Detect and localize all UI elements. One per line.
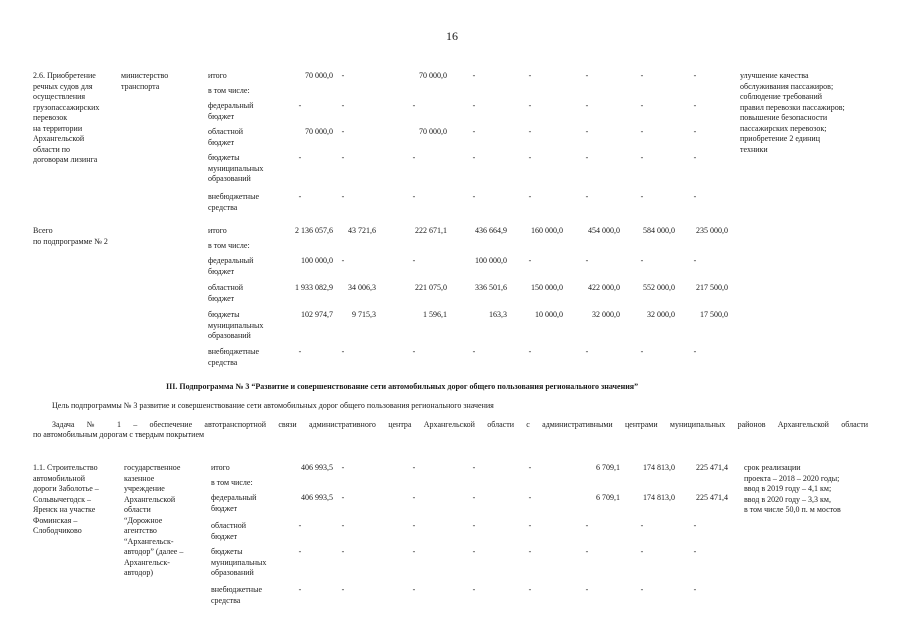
funding-value-cell: 100 000,0 bbox=[301, 256, 333, 265]
funding-value-cell: - bbox=[528, 153, 532, 162]
funding-value-cell: - bbox=[640, 521, 644, 530]
funding-value-cell: - bbox=[298, 153, 302, 162]
funding-source-label: федеральный бюджет bbox=[208, 256, 254, 276]
item-1-1-result: срок реализации проекта – 2018 – 2020 годы; ввод в 2019 году – 4,1 км; ввод в 2020 году – 3,3 км, в том числе 50,0 п. м мостов bbox=[744, 463, 841, 514]
funding-value-cell: - bbox=[693, 127, 697, 136]
item-2-6-executor: министерство транспорта bbox=[121, 71, 169, 91]
funding-value-cell: 552 000,0 bbox=[643, 283, 675, 292]
funding-value-cell: - bbox=[585, 101, 589, 110]
funding-value-cell: - bbox=[585, 547, 589, 556]
funding-value-cell: - bbox=[412, 101, 416, 110]
funding-value-cell: - bbox=[412, 256, 416, 265]
funding-value-cell: - bbox=[341, 71, 345, 80]
funding-value-cell: - bbox=[412, 347, 416, 356]
funding-value-cell: 225 471,4 bbox=[696, 493, 728, 502]
funding-value-cell: - bbox=[640, 347, 644, 356]
subprogram-3-heading: III. Подпрограмма № 3 “Развитие и совершенствование сети автомобильных дорог общего пользования регионального значения” bbox=[166, 382, 639, 391]
funding-value-cell: 174 813,0 bbox=[643, 463, 675, 472]
funding-value-cell: 160 000,0 bbox=[531, 226, 563, 235]
funding-value-cell: 6 709,1 bbox=[596, 463, 620, 472]
funding-value-cell: 2 136 057,6 bbox=[295, 226, 333, 235]
funding-source-label: областной бюджет bbox=[208, 283, 244, 303]
funding-value-cell: 225 471,4 bbox=[696, 463, 728, 472]
funding-value-cell: - bbox=[528, 256, 532, 265]
funding-value-cell: - bbox=[298, 347, 302, 356]
funding-value-cell: - bbox=[585, 256, 589, 265]
funding-value-cell: 43 721,6 bbox=[348, 226, 376, 235]
funding-value-cell: - bbox=[585, 71, 589, 80]
funding-value-cell: - bbox=[528, 493, 532, 502]
funding-value-cell: - bbox=[472, 153, 476, 162]
funding-value-cell: 336 501,6 bbox=[475, 283, 507, 292]
funding-value-cell: - bbox=[528, 101, 532, 110]
funding-value-cell: - bbox=[298, 101, 302, 110]
funding-value-cell: - bbox=[640, 585, 644, 594]
funding-value-cell: - bbox=[693, 585, 697, 594]
funding-source-label: федеральный бюджет bbox=[211, 493, 257, 513]
funding-source-label: областной бюджет bbox=[211, 521, 247, 541]
funding-value-cell: - bbox=[412, 153, 416, 162]
funding-value-cell: - bbox=[341, 192, 345, 201]
funding-source-label: итого bbox=[211, 463, 230, 472]
funding-value-cell: 163,3 bbox=[489, 310, 507, 319]
funding-value-cell: - bbox=[528, 347, 532, 356]
funding-value-cell: - bbox=[341, 521, 345, 530]
funding-value-cell: - bbox=[640, 547, 644, 556]
funding-value-cell: - bbox=[298, 547, 302, 556]
funding-value-cell: 70 000,0 bbox=[419, 71, 447, 80]
funding-value-cell: - bbox=[472, 101, 476, 110]
task-1-line-1: Задача № 1 – обеспечение автотранспортной связи административного центра Архангельской области с административными центрами муниципальных районов Архангельской области bbox=[52, 420, 868, 429]
funding-value-cell: - bbox=[640, 101, 644, 110]
funding-source-label: в том числе: bbox=[211, 478, 253, 487]
funding-value-cell: 1 933 082,9 bbox=[295, 283, 333, 292]
funding-value-cell: 217 500,0 bbox=[696, 283, 728, 292]
funding-value-cell: - bbox=[585, 127, 589, 136]
funding-value-cell: 17 500,0 bbox=[700, 310, 728, 319]
funding-value-cell: 436 664,9 bbox=[475, 226, 507, 235]
subprogram-3-goal: Цель подпрограммы № 3 развитие и совершенствование сети автомобильных дорог общего пользования регионального значения bbox=[52, 401, 494, 410]
funding-value-cell: 70 000,0 bbox=[305, 71, 333, 80]
funding-value-cell: - bbox=[341, 585, 345, 594]
subprogram-2-total-name: Всего по подпрограмме № 2 bbox=[33, 226, 108, 246]
funding-value-cell: - bbox=[472, 521, 476, 530]
funding-value-cell: 34 006,3 bbox=[348, 283, 376, 292]
funding-value-cell: 235 000,0 bbox=[696, 226, 728, 235]
funding-value-cell: - bbox=[585, 192, 589, 201]
funding-source-label: бюджеты муниципальных образований bbox=[208, 310, 264, 340]
item-1-1-executor: государственное казенное учреждение Архангельской области “Дорожное агентство “Архангельск- автодор” (далее – Архангельск- автодор) bbox=[124, 463, 184, 577]
funding-value-cell: - bbox=[341, 493, 345, 502]
funding-value-cell: - bbox=[472, 347, 476, 356]
funding-source-label: в том числе: bbox=[208, 241, 250, 250]
funding-value-cell: 150 000,0 bbox=[531, 283, 563, 292]
funding-value-cell: - bbox=[693, 547, 697, 556]
funding-source-label: внебюджетные средства bbox=[208, 192, 259, 212]
funding-source-label: итого bbox=[208, 71, 227, 80]
funding-value-cell: - bbox=[528, 585, 532, 594]
funding-value-cell: 174 813,0 bbox=[643, 493, 675, 502]
funding-value-cell: - bbox=[472, 547, 476, 556]
funding-value-cell: - bbox=[341, 547, 345, 556]
funding-value-cell: 406 993,5 bbox=[301, 463, 333, 472]
funding-source-label: внебюджетные средства bbox=[208, 347, 259, 367]
funding-value-cell: - bbox=[472, 585, 476, 594]
funding-value-cell: - bbox=[412, 463, 416, 472]
funding-value-cell: - bbox=[341, 463, 345, 472]
funding-value-cell: 32 000,0 bbox=[592, 310, 620, 319]
funding-value-cell: 221 075,0 bbox=[415, 283, 447, 292]
funding-value-cell: 222 671,1 bbox=[415, 226, 447, 235]
funding-value-cell: - bbox=[528, 463, 532, 472]
funding-value-cell: - bbox=[472, 71, 476, 80]
funding-value-cell: - bbox=[528, 547, 532, 556]
funding-value-cell: - bbox=[585, 585, 589, 594]
funding-value-cell: 32 000,0 bbox=[647, 310, 675, 319]
funding-value-cell: - bbox=[640, 127, 644, 136]
funding-value-cell: - bbox=[693, 101, 697, 110]
funding-value-cell: - bbox=[640, 192, 644, 201]
funding-value-cell: - bbox=[341, 153, 345, 162]
funding-value-cell: 406 993,5 bbox=[301, 493, 333, 502]
item-2-6-name: 2.6. Приобретение речных судов для осуществления грузопассажирских перевозок на территории Архангельской области по договорам лизинга bbox=[33, 71, 100, 164]
funding-value-cell: 454 000,0 bbox=[588, 226, 620, 235]
funding-value-cell: - bbox=[528, 71, 532, 80]
funding-value-cell: - bbox=[341, 347, 345, 356]
funding-value-cell: - bbox=[341, 127, 345, 136]
funding-value-cell: - bbox=[693, 347, 697, 356]
funding-value-cell: - bbox=[341, 256, 345, 265]
funding-value-cell: - bbox=[693, 521, 697, 530]
funding-source-label: итого bbox=[208, 226, 227, 235]
funding-value-cell: - bbox=[412, 192, 416, 201]
funding-value-cell: 70 000,0 bbox=[419, 127, 447, 136]
funding-value-cell: - bbox=[412, 493, 416, 502]
funding-value-cell: - bbox=[585, 153, 589, 162]
funding-value-cell: - bbox=[412, 585, 416, 594]
funding-source-label: областной бюджет bbox=[208, 127, 244, 147]
funding-value-cell: - bbox=[528, 521, 532, 530]
funding-value-cell: - bbox=[640, 256, 644, 265]
funding-value-cell: - bbox=[528, 127, 532, 136]
funding-value-cell: - bbox=[341, 101, 345, 110]
funding-value-cell: - bbox=[693, 153, 697, 162]
funding-value-cell: - bbox=[693, 192, 697, 201]
funding-value-cell: - bbox=[640, 71, 644, 80]
funding-source-label: федеральный бюджет bbox=[208, 101, 254, 121]
item-1-1-name: 1.1. Строительство автомобильной дороги Заболотье – Сольвычегодск – Яренск на участке Фоминская – Слободчиково bbox=[33, 463, 99, 535]
funding-value-cell: 584 000,0 bbox=[643, 226, 675, 235]
funding-value-cell: - bbox=[298, 585, 302, 594]
funding-value-cell: - bbox=[412, 521, 416, 530]
funding-source-label: внебюджетные средства bbox=[211, 585, 262, 605]
funding-value-cell: - bbox=[585, 521, 589, 530]
funding-value-cell: 70 000,0 bbox=[305, 127, 333, 136]
funding-value-cell: 6 709,1 bbox=[596, 493, 620, 502]
funding-value-cell: - bbox=[472, 192, 476, 201]
funding-value-cell: - bbox=[693, 71, 697, 80]
funding-value-cell: - bbox=[472, 463, 476, 472]
funding-source-label: бюджеты муниципальных образований bbox=[208, 153, 264, 183]
page-number: 16 bbox=[446, 29, 458, 43]
funding-value-cell: 100 000,0 bbox=[475, 256, 507, 265]
funding-value-cell: 422 000,0 bbox=[588, 283, 620, 292]
item-2-6-result: улучшение качества обслуживания пассажиров; соблюдение требований правил перевозки пассажиров; повышение безопасности пассажирских перевозок; приобретение 2 единиц техники bbox=[740, 71, 845, 154]
funding-value-cell: - bbox=[412, 547, 416, 556]
funding-value-cell: - bbox=[585, 347, 589, 356]
funding-value-cell: 10 000,0 bbox=[535, 310, 563, 319]
funding-value-cell: - bbox=[298, 521, 302, 530]
funding-value-cell: 102 974,7 bbox=[301, 310, 333, 319]
funding-source-label: бюджеты муниципальных образований bbox=[211, 547, 267, 577]
funding-value-cell: - bbox=[298, 192, 302, 201]
funding-value-cell: - bbox=[640, 153, 644, 162]
funding-value-cell: - bbox=[528, 192, 532, 201]
funding-value-cell: - bbox=[693, 256, 697, 265]
funding-value-cell: - bbox=[472, 493, 476, 502]
funding-value-cell: 9 715,3 bbox=[352, 310, 376, 319]
funding-value-cell: - bbox=[472, 127, 476, 136]
task-1-line-2: по автомобильным дорогам с твердым покрытием bbox=[33, 430, 205, 439]
funding-source-label: в том числе: bbox=[208, 86, 250, 95]
funding-value-cell: 1 596,1 bbox=[423, 310, 447, 319]
